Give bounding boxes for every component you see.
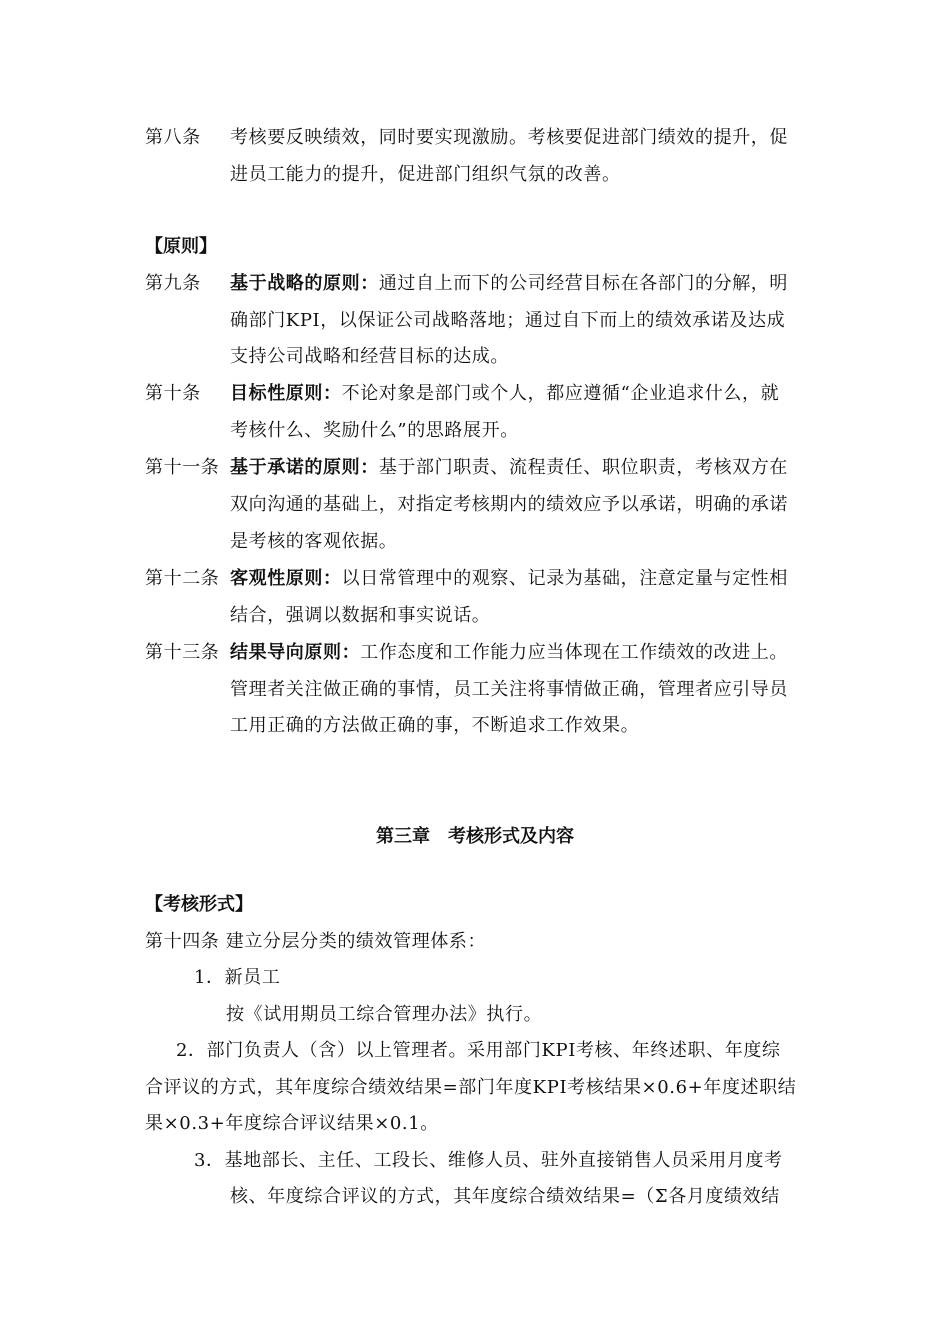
- art14-line: 第十四条 建立分层分类的绩效管理体系：: [145, 931, 487, 952]
- art13-line-3: 工用正确的方法做正确的事，不断追求工作效果。: [230, 715, 640, 736]
- art11-title: 基于承诺的原则：: [230, 457, 379, 478]
- forms-heading: 【考核形式】: [145, 894, 253, 915]
- art12-number: 第十二条: [145, 568, 220, 589]
- art14-item-1: 1．新员工: [194, 967, 281, 988]
- art14-item-2-line-3: 果×0.3+年度综合评议结果×0.1。: [145, 1113, 439, 1134]
- art9-number: 第九条: [145, 273, 201, 294]
- art11-line-1: [230, 456, 788, 480]
- art11-line-2: 双向沟通的基础上，对指定考核期内的绩效应予以承诺，明确的承诺: [230, 494, 788, 515]
- art12-title: 客观性原则：: [230, 568, 342, 589]
- art11-number: 第十一条: [145, 457, 220, 478]
- art14-item-1-detail: 按《试用期员工综合管理办法》执行。: [226, 1004, 543, 1025]
- art8-number: 第八条: [145, 127, 201, 148]
- art11-text: 基于部门职责、流程责任、职位职责，考核双方在: [378, 457, 789, 478]
- art11-line-3: 是考核的客观依据。: [230, 531, 398, 552]
- art9-text: 通过自上而下的公司经营目标在各部门的分解，明: [378, 273, 789, 294]
- art10-line-2: 考核什么、奖励什么”的思路展开。: [230, 420, 519, 441]
- art9-title: 基于战略的原则：: [230, 273, 379, 294]
- art13-line-2: 管理者关注做正确的事情，员工关注将事情做正确，管理者应引导员: [230, 679, 788, 700]
- art13-text: 工作态度和工作能力应当体现在工作绩效的改进上。: [360, 642, 789, 663]
- art10-line-1: [230, 382, 779, 406]
- art8-line-2: 进员工能力的提升，促进部门组织气氛的改善。: [230, 164, 621, 185]
- art9-line-1: [230, 272, 788, 296]
- art14-item-3-line-2: 核、年度综合评议的方式，其年度综合绩效结果=（Σ各月度绩效结: [230, 1186, 780, 1207]
- art12-line-2: 结合，强调以数据和事实说话。: [230, 605, 491, 626]
- art12-line-1: [230, 567, 788, 591]
- art13-number: 第十三条: [145, 642, 220, 663]
- art9-line-2: 确部门KPI，以保证公司战略落地；通过自下而上的绩效承诺及达成: [230, 310, 786, 331]
- art13-line-1: [230, 641, 788, 665]
- chapter-title: 第三章 考核形式及内容: [376, 826, 574, 847]
- principles-heading: 【原则】: [145, 236, 217, 257]
- art10-number: 第十条: [145, 383, 201, 404]
- art14-item-2-line-1: 2．部门负责人（含）以上管理者。采用部门KPI考核、年终述职、年度综: [176, 1040, 781, 1061]
- art10-title: 目标性原则：: [230, 383, 342, 404]
- art14-item-3-line-1: 3．基地部长、主任、工段长、维修人员、驻外直接销售人员采用月度考: [194, 1150, 783, 1171]
- art10-text: 不论对象是部门或个人，都应遵循“企业追求什么，就: [341, 383, 780, 404]
- art8-line-1: 考核要反映绩效，同时要实现激励。考核要促进部门绩效的提升，促: [230, 127, 788, 148]
- art12-text: 以日常管理中的观察、记录为基础，注意定量与定性相: [341, 568, 789, 589]
- art9-line-3: 支持公司战略和经营目标的达成。: [230, 346, 509, 367]
- art13-title: 结果导向原则：: [230, 642, 361, 663]
- art14-item-2-line-2: 合评议的方式，其年度综合绩效结果=部门年度KPI考核结果×0.6+年度述职结: [145, 1077, 797, 1098]
